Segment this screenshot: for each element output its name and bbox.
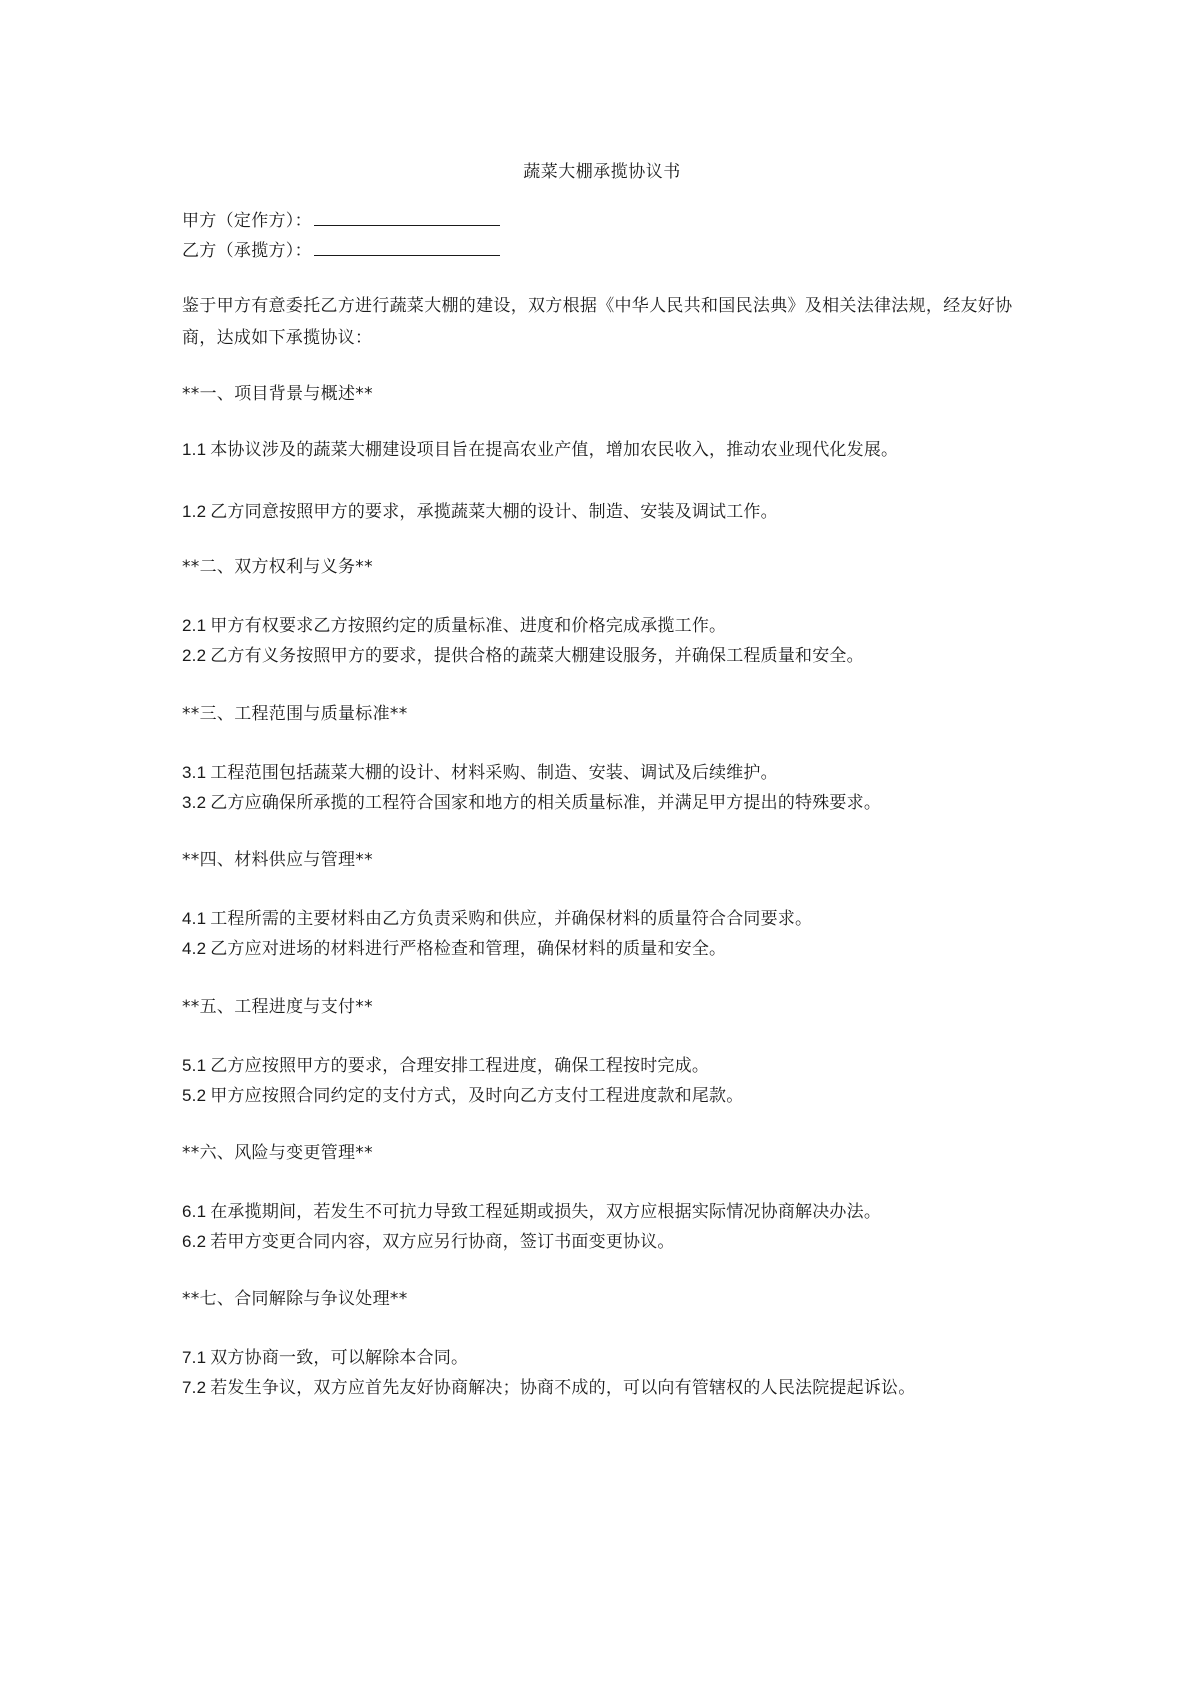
clause-number: 7.1 — [182, 1348, 207, 1367]
clause-text: 乙方同意按照甲方的要求，承揽蔬菜大棚的设计、制造、安装及调试工作。 — [210, 502, 778, 522]
section-heading: **七、合同解除与争议处理** — [182, 1289, 408, 1309]
clause-number: 2.1 — [182, 616, 207, 635]
clause — [182, 1050, 1027, 1082]
section-heading: **一、项目背景与概述** — [182, 384, 373, 404]
clause — [182, 933, 1027, 965]
clause-number: 2.2 — [182, 646, 207, 665]
party-b-label: 乙方（承揽方）： — [182, 241, 312, 261]
clause — [182, 1342, 1027, 1374]
clause — [182, 496, 1027, 528]
clause — [182, 903, 1027, 935]
clause-text: 工程所需的主要材料由乙方负责采购和供应，并确保材料的质量符合合同要求。 — [210, 909, 813, 929]
clause-number: 4.2 — [182, 939, 207, 958]
section-heading: **四、材料供应与管理** — [182, 850, 373, 870]
clause — [182, 757, 1027, 789]
clause-text: 乙方应按照甲方的要求，合理安排工程进度，确保工程按时完成。 — [210, 1056, 710, 1076]
clause-text: 甲方有权要求乙方按照约定的质量标准、进度和价格完成承揽工作。 — [210, 616, 727, 636]
section-heading: **二、双方权利与义务** — [182, 557, 373, 577]
clause-text: 本协议涉及的蔬菜大棚建设项目旨在提高农业产值，增加农民收入，推动农业现代化发展。 — [210, 440, 899, 460]
party-a-line — [182, 207, 500, 233]
clause-text: 乙方应对进场的材料进行严格检查和管理，确保材料的质量和安全。 — [210, 939, 727, 959]
clause — [182, 610, 1027, 642]
clause-number: 5.2 — [182, 1086, 207, 1105]
clause — [182, 787, 1027, 819]
clause-number: 3.2 — [182, 793, 207, 812]
clause-number: 7.2 — [182, 1378, 207, 1397]
clause-number: 5.1 — [182, 1056, 207, 1075]
clause-number: 1.1 — [182, 440, 207, 459]
clause-text: 乙方有义务按照甲方的要求，提供合格的蔬菜大棚建设服务，并确保工程质量和安全。 — [210, 646, 864, 666]
clause — [182, 434, 1027, 466]
clause — [182, 640, 1027, 672]
document-title: 蔬菜大棚承揽协议书 — [523, 162, 681, 182]
section-heading: **三、工程范围与质量标准** — [182, 704, 408, 724]
preamble: 鉴于甲方有意委托乙方进行蔬菜大棚的建设，双方根据《中华人民共和国民法典》及相关法律法规，经友好协商，达成如下承揽协议： — [182, 296, 1013, 348]
section-heading: **六、风险与变更管理** — [182, 1143, 373, 1163]
clause — [182, 1372, 1027, 1404]
clause-number: 6.1 — [182, 1202, 207, 1221]
clause-text: 若发生争议，双方应首先友好协商解决；协商不成的，可以向有管辖权的人民法院提起诉讼。 — [210, 1378, 916, 1398]
clause-text: 双方协商一致，可以解除本合同。 — [210, 1348, 469, 1368]
clause — [182, 1080, 1027, 1112]
clause-text: 若甲方变更合同内容，双方应另行协商，签订书面变更协议。 — [210, 1232, 675, 1252]
party-b-blank[interactable] — [314, 237, 500, 256]
clause-number: 1.2 — [182, 502, 207, 521]
clause-text: 甲方应按照合同约定的支付方式，及时向乙方支付工程进度款和尾款。 — [210, 1086, 744, 1106]
clause — [182, 1226, 1027, 1258]
clause-number: 3.1 — [182, 763, 207, 782]
clause-text: 乙方应确保所承揽的工程符合国家和地方的相关质量标准，并满足甲方提出的特殊要求。 — [210, 793, 882, 813]
party-a-label: 甲方（定作方）： — [182, 211, 312, 231]
clause — [182, 1196, 1027, 1228]
clause-text: 在承揽期间，若发生不可抗力导致工程延期或损失，双方应根据实际情况协商解决办法。 — [210, 1202, 882, 1222]
party-a-blank[interactable] — [314, 207, 500, 226]
clause-number: 4.1 — [182, 909, 207, 928]
clause-text: 工程范围包括蔬菜大棚的设计、材料采购、制造、安装、调试及后续维护。 — [210, 763, 778, 783]
section-heading: **五、工程进度与支付** — [182, 997, 373, 1017]
clause-number: 6.2 — [182, 1232, 207, 1251]
party-b-line — [182, 237, 500, 263]
